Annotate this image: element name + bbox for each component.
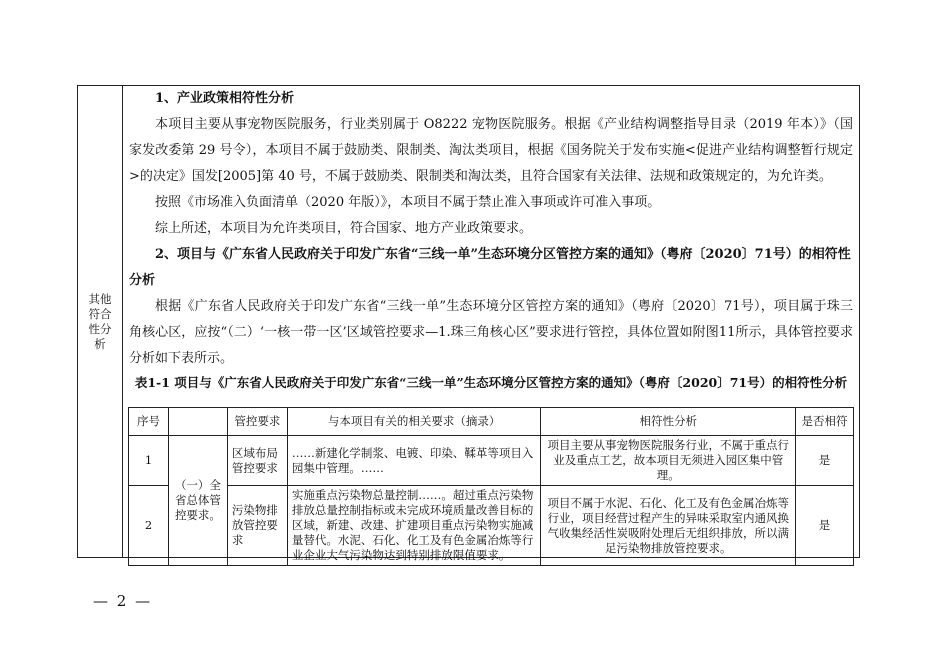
header-cell: 相符性分析 xyxy=(541,408,796,436)
compliance-table xyxy=(128,407,854,566)
table-caption: 表1-1 项目与《广东省人民政府关于印发广东省“三线一单”生态环境分区管控方案的通知》（粤府〔2020〕71号）的相符性分析 xyxy=(134,375,848,390)
header-cell: 与本项目有关的相关要求（摘录） xyxy=(287,408,541,436)
table-row xyxy=(129,436,854,486)
group-cell: （一）全省总体管控要求。 xyxy=(168,436,227,566)
section1-paragraph: 本项目主要从事宠物医院服务，行业类别属于 O8222 宠物医院服务。根据《产业结构调整指导目录（2019 年本）》（国家发改委第 29 号令），本项目不属于鼓励类、限制类、淘汰类项目，根据《国务院关于发布实施<促进产业结构调整暂行规定>的决定》国发[2005]第 40 号，不属于鼓励类、限制类和淘汰类，且符合国家有关法律、法规和政策规定的，为允许类。 xyxy=(129,117,853,184)
header-cell xyxy=(168,408,227,436)
table-row xyxy=(129,486,854,566)
analysis: 项目不属于水泥、石化、化工及有色金属冶炼等行业，项目经营过程产生的异味采取室内通风换气收集经活性炭吸附处理后无组织排放，所以满足污染物排放管控要求。 xyxy=(541,486,796,566)
control-type: 区域布局管控要求 xyxy=(227,436,287,486)
section2-heading: 2、项目与《广东省人民政府关于印发广东省“三线一单”生态环境分区管控方案的通知》（粤府〔2020〕71号）的相符性分析 xyxy=(129,247,851,288)
row-label: 其他符合性分析 xyxy=(88,292,112,351)
section2-paragraph: 根据《广东省人民政府关于印发广东省“三线一单”生态环境分区管控方案的通知》（粤府〔2020〕71号），项目属于珠三角核心区，应按“（二）‘一核一带一区’区域管控要求—1.珠三角核心区”要求进行管控，具体位置如附图11所示，具体管控要求分析如下表所示。 xyxy=(129,299,853,366)
content-area xyxy=(129,86,853,390)
control-type: 污染物排放管控要求 xyxy=(227,486,287,566)
header-cell: 管控要求 xyxy=(227,408,287,436)
requirement: 实施重点污染物总量控制……。超过重点污染物排放总量控制指标或未完成环境质量改善目标的区域，新建、改建、扩建项目重点污染物实施减量替代。水泥、石化、化工及有色金属冶炼等行业企业大气污染物达到特别排放限值要求。 xyxy=(287,486,541,566)
table-header-row xyxy=(129,408,854,436)
conform: 是 xyxy=(796,486,854,566)
section1-paragraph: 按照《市场准入负面清单（2020 年版）》，本项目不属于禁止准入事项或许可准入事项。 xyxy=(155,195,661,210)
row-number: 2 xyxy=(129,486,169,566)
page-number: — 2 — xyxy=(93,592,153,610)
header-cell: 序号 xyxy=(129,408,169,436)
header-cell: 是否相符 xyxy=(796,408,854,436)
requirement: ……新建化学制浆、电镀、印染、鞣革等项目入园集中管理。…… xyxy=(287,436,541,486)
row-number: 1 xyxy=(129,436,169,486)
conform: 是 xyxy=(796,436,854,486)
analysis: 项目主要从事宠物医院服务行业，不属于重点行业及重点工艺，故本项目无须进入园区集中管理。 xyxy=(541,436,796,486)
section1-heading: 1、产业政策相符性分析 xyxy=(155,91,295,106)
section1-paragraph: 综上所述，本项目为允许类项目，符合国家、地方产业政策要求。 xyxy=(155,221,533,236)
left-column xyxy=(78,86,123,557)
document-frame xyxy=(77,85,860,562)
